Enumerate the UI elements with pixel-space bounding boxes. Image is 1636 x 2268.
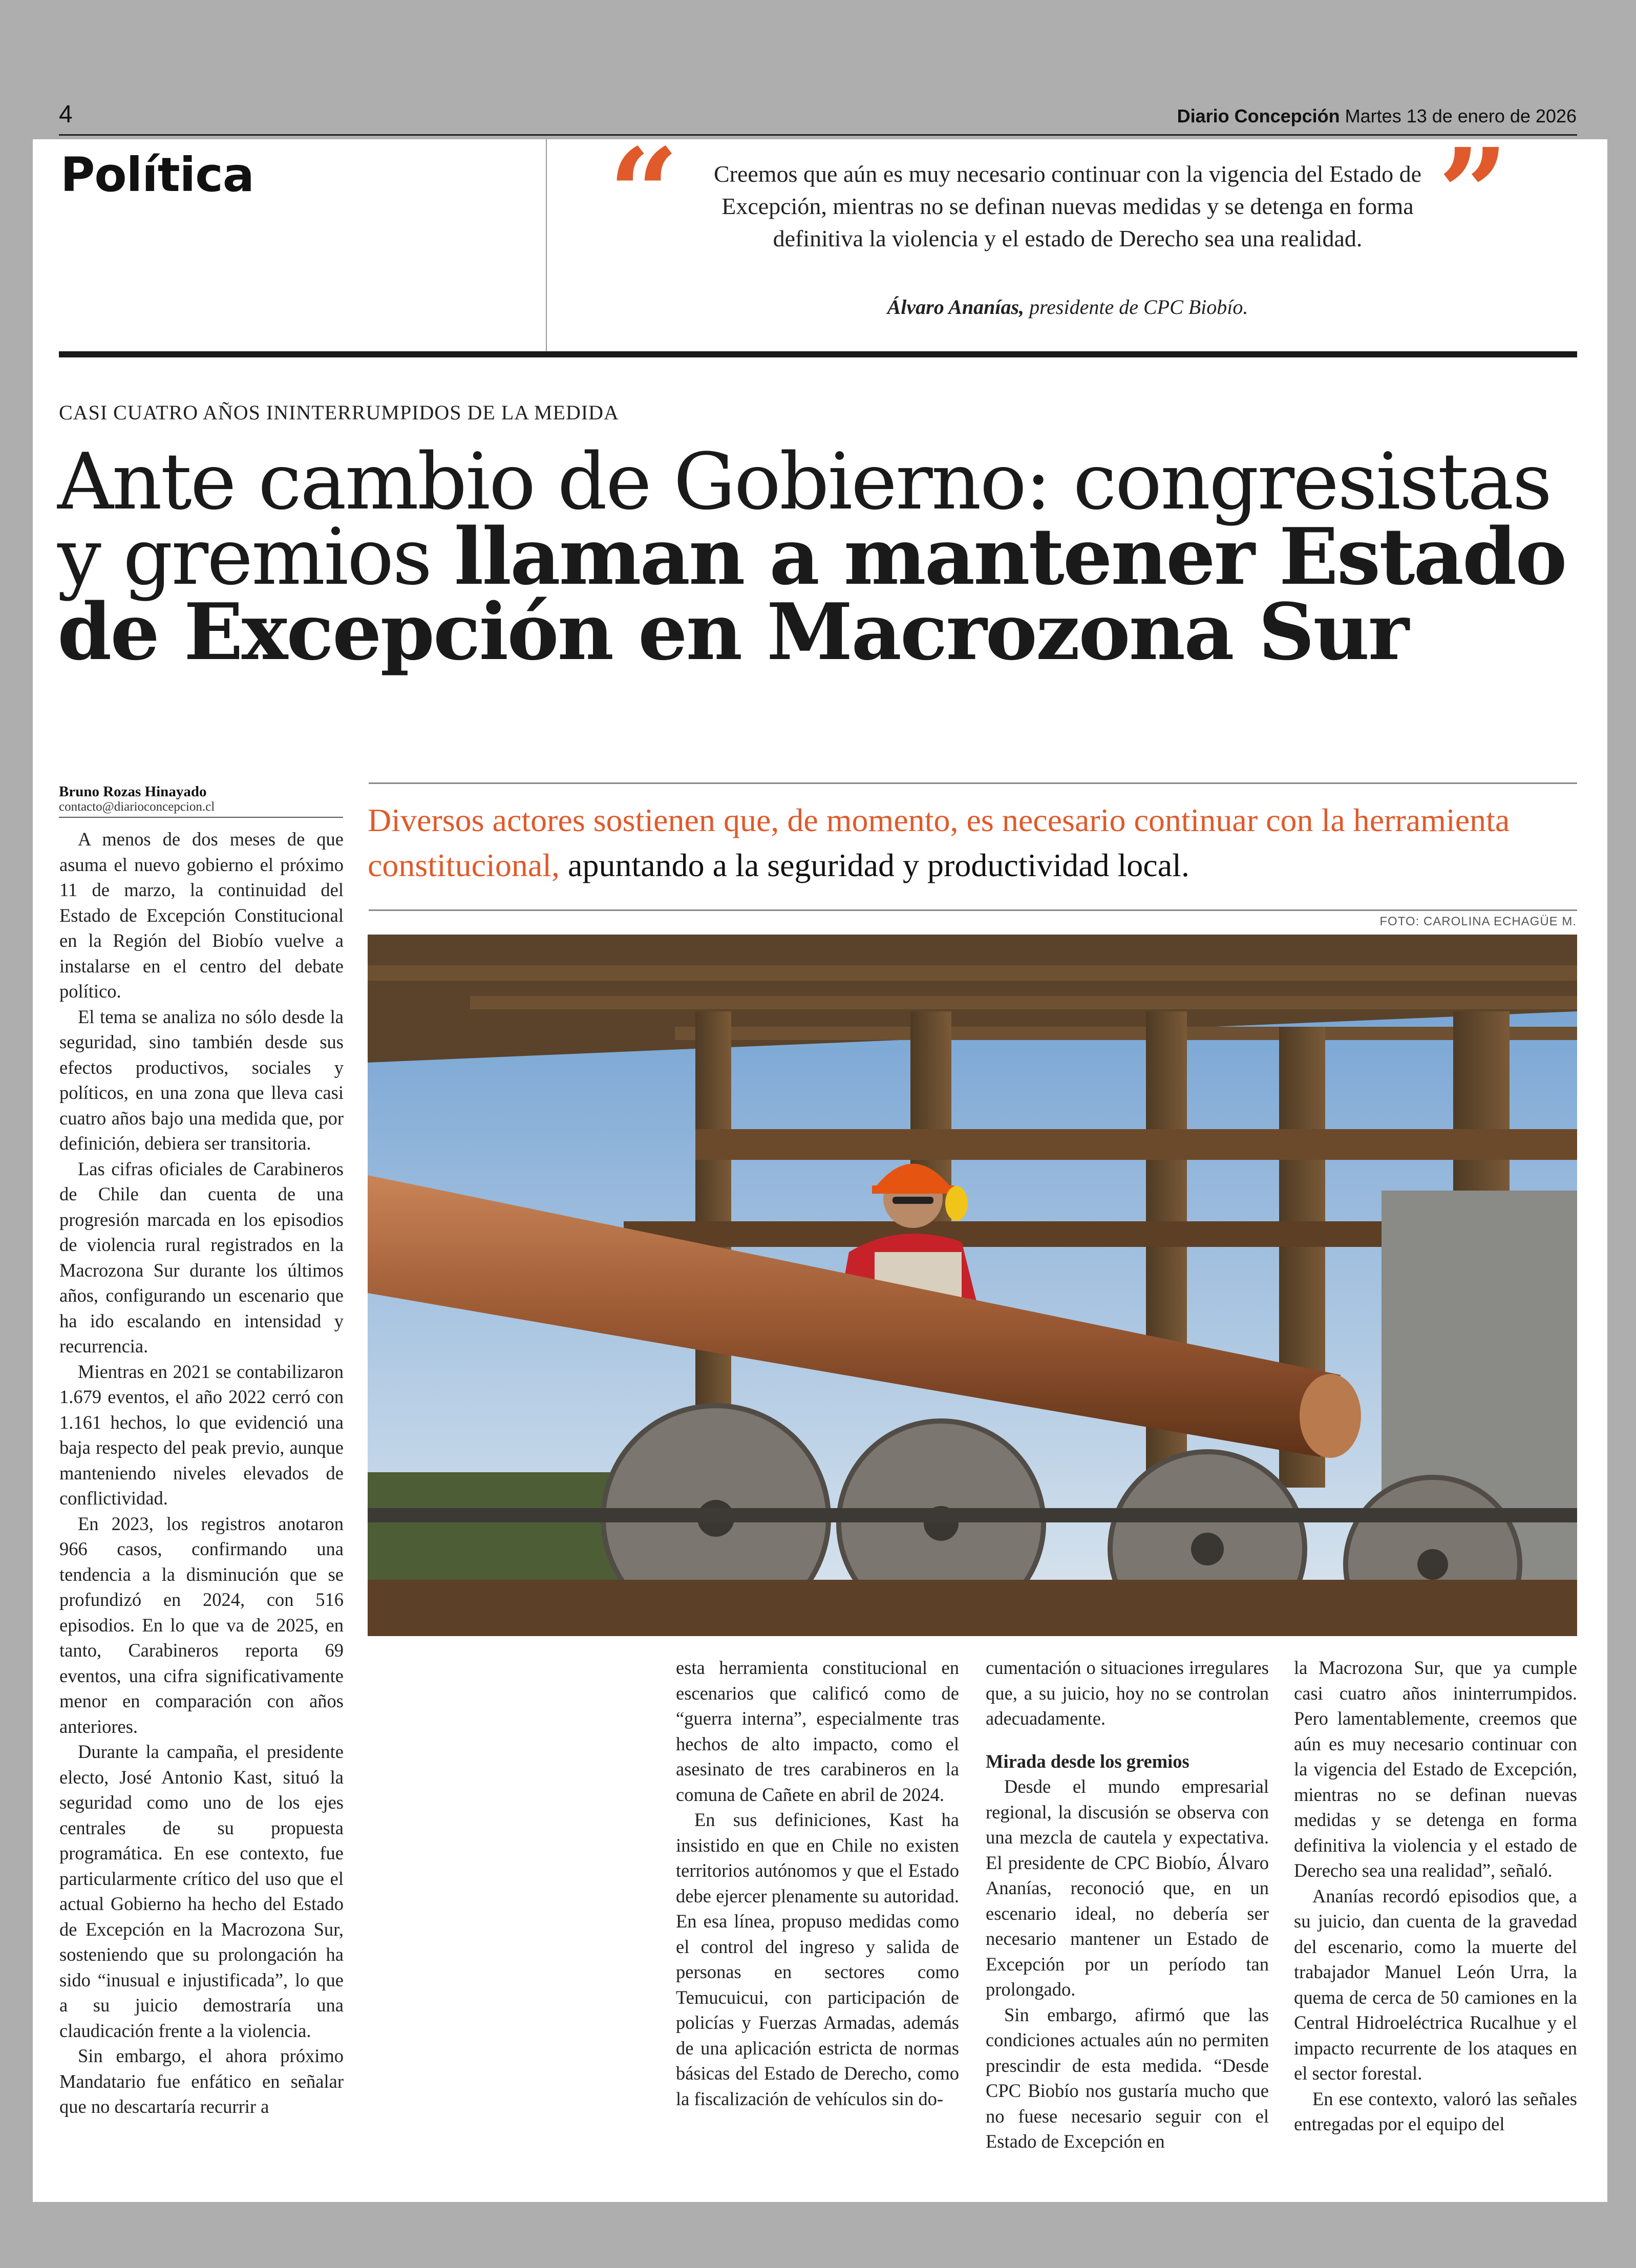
paragraph: Las cifras oficiales de Carabineros de Chile dan cuenta de una progresión marcada en los episodios de violencia rural registrados en la Macrozona Sur durante los últimos años, configurando un escenario que ha ido escalando en intensidad y recurrencia.	[59, 1158, 344, 1356]
pullquote-attribution	[702, 295, 1434, 319]
byline-email: contacto@diarioconcepcion.cl	[59, 800, 215, 814]
open-quote-mark: “	[608, 121, 679, 266]
top-rule	[59, 134, 1577, 136]
paragraph: Sin embargo, afirmó que las condiciones actuales aún no permiten prescindir de esta medida. “Desde CPC Biobío nos gustaría mucho que no fuese necesario seguir con el Estado de Excepción en	[986, 2004, 1269, 2152]
paragraph: En 2023, los registros anotaron 966 casos, confirmando una tendencia a la disminución que se profundizó en 2024, con 516 episodios. En lo que va de 2025, en tanto, Carabineros reporta 69 eventos, una cifra significativamente menor en comparación con años anteriores.	[59, 1513, 344, 1737]
platform-beam	[695, 1129, 1577, 1160]
sawmill-worker-photo	[368, 935, 1577, 1636]
header-thick-rule	[59, 351, 1577, 357]
subheading: Mirada desde los gremios	[986, 1750, 1189, 1772]
paragraph: El tema se analiza no sólo desde la seguridad, sino también desde sus efectos productivos, sociales y políticos, en una zona que lleva casi cuatro años bajo una medida que, por definición, debiera ser transitoria.	[59, 1006, 344, 1154]
paragraph: En sus definiciones, Kast ha insistido en que en Chile no existen territorios autónomos y que el Estado debe ejercer plenamente su autoridad. En esa línea, propuso medidas como el control del ingreso y salida de personas en sectores como Temucuicui, con participación de policías y Fuerzas Armadas, además de una aplicación estricta de normas básicas del Estado de Derecho, como la fiscalización de vehículos sin do-	[676, 1809, 959, 2109]
paragraph: Desde el mundo empresarial regional, la discusión se observa con una mezcla de cautela y expectativa. El presidente de CPC Biobío, Álvaro Ananías, reconoció que, en un escenario ideal, no debería ser necesario mantener un Estado de Excepción por un período tan prolongado.	[986, 1776, 1269, 2000]
body-column-1	[59, 826, 344, 2119]
paragraph: En ese contexto, valoró las señales entregadas por el equipo del	[1294, 2088, 1577, 2134]
headline-regular: Ante cambio de Gobierno: congresistas y gremios	[57, 436, 1551, 602]
paragraph: la Macrozona Sur, que ya cumple casi cuatro años ininterrumpidos. Pero lamentablemente, creemos que aún es muy necesario continuar con la vigencia del Estado de Excepción, mientras no se definan nuevas medidas y se detenga en forma definitiva la violencia y el estado de Derecho sea una realidad”, señaló.	[1294, 1657, 1577, 1881]
lead-accent: Diversos actores sostienen que, de momento, es necesario continuar con la herramienta constitucional,	[368, 802, 1510, 883]
log-end	[1300, 1374, 1361, 1458]
pullquote-author-role: presidente de CPC Biobío.	[1024, 295, 1248, 319]
headline	[57, 436, 1593, 677]
headline-bold: llaman a mantener Estado de Excepción en Macrozona Sur	[57, 511, 1566, 677]
paper-name: Diario Concepción	[1177, 105, 1340, 126]
conveyor-rail	[368, 1580, 1577, 1636]
body-column-2	[676, 1655, 959, 2111]
byline-rule	[59, 817, 343, 818]
body-column-4	[1294, 1655, 1577, 2137]
kicker: CASI CUATRO AÑOS ININTERRUMPIDOS DE LA MEDIDA	[59, 401, 619, 424]
photo-credit: FOTO: CAROLINA ECHAGÜE M.	[1379, 915, 1577, 928]
paragraph: esta herramienta constitucional en escenarios que calificó como de “guerra interna”, especialmente tras hechos de alto impacto, como el asesinato de tres carabineros en la comuna de Cañete en abril de 2024.	[676, 1657, 959, 1805]
lead-rest: apuntando a la seguridad y productividad local.	[560, 847, 1189, 883]
page-number: 4	[59, 101, 73, 128]
byline-author: Bruno Rozas Hinayado	[59, 783, 207, 800]
pullquote-author: Álvaro Ananías,	[887, 295, 1025, 319]
paragraph: A menos de dos meses de que asuma el nuevo gobierno el próximo 11 de marzo, la continuidad del Estado de Excepción Constitucional en la Región del Biobío vuelve a instalarse en el centro del debate político.	[59, 829, 344, 1002]
masthead	[1177, 105, 1577, 127]
pullquote-text: Creemos que aún es muy necesario continuar con la vigencia del Estado de Excepción, mientras no se definan nuevas medidas y se detenga en forma definitiva la violencia y el estado de Derecho sea una realidad.	[713, 161, 1422, 251]
paragraph: Mientras en 2021 se contabilizaron 1.679 eventos, el año 2022 cerró con 1.161 hechos, lo que evidenció una baja respecto del peak previo, aunque manteniendo niveles elevados de conflictividad.	[59, 1361, 344, 1509]
close-quote-mark: ”	[1438, 121, 1509, 266]
paragraph: Ananías recordó episodios que, a su juicio, dan cuenta de la gravedad del escenario, como la muerte del trabajador Manuel León Urra, la quema de cerca de 50 camiones en la Central Hidroeléctrica Rucalhue y el impacto recurrente de los ataques en el sector forestal.	[1294, 1885, 1577, 2084]
lead-top-rule	[369, 782, 1577, 784]
axle	[368, 1508, 1577, 1522]
lead-bottom-rule	[369, 909, 1577, 911]
body-column-3	[986, 1655, 1269, 2154]
section-title: Política	[60, 147, 254, 202]
paragraph: Sin embargo, el ahora próximo Mandatario fue enfático en señalar que no descartaría recurrir a	[59, 2045, 344, 2117]
issue-date: Martes 13 de enero de 2026	[1345, 105, 1577, 126]
lead-paragraph	[368, 798, 1576, 888]
paragraph: cumentación o situaciones irregulares que, a su juicio, hoy no se controlan adecuadamente.	[986, 1657, 1269, 1729]
paragraph: Durante la campaña, el presidente electo, José Antonio Kast, situó la seguridad como uno de los ejes centrales de su propuesta programática. En ese contexto, fue particularmente crítico del uso que el actual Gobierno ha hecho del Estado de Excepción en la Macrozona Sur, sosteniendo que su prolongación ha sido “inusual e injustificada”, lo que a su juicio demostraría una claudicación frente a la violencia.	[59, 1741, 344, 2041]
header-divider	[546, 139, 547, 352]
